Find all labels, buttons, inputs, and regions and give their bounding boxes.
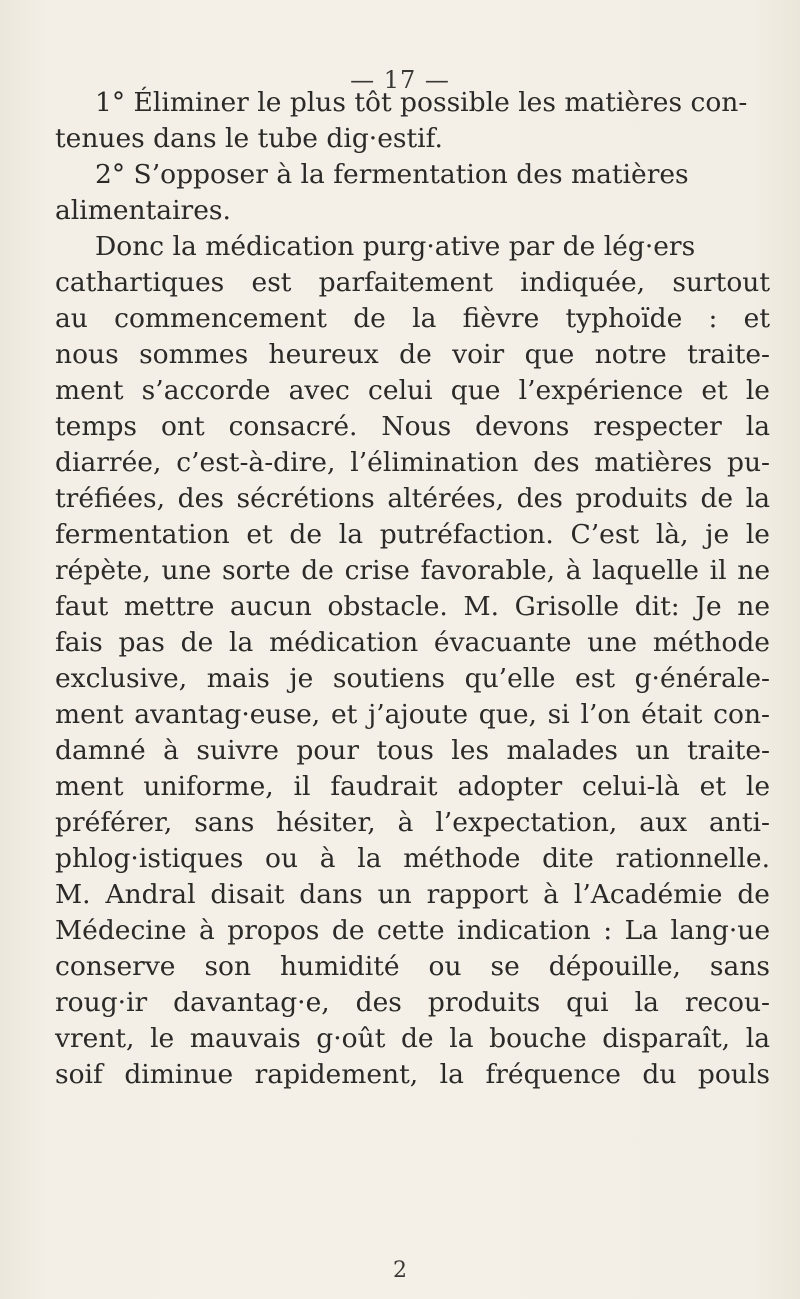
text-line: diarrée, c’est-à-dire, l’élimination des matières pu- xyxy=(55,447,770,478)
page-number: — 17 — xyxy=(350,66,450,94)
text-line: conserve son humidité ou se dépouille, sans xyxy=(55,951,770,982)
text-line: tenues dans le tube dig·estif. xyxy=(55,123,443,154)
text-line: répète, une sorte de crise favorable, à laquelle il ne xyxy=(55,555,770,586)
signature-mark: 2 xyxy=(393,1258,407,1283)
text-line: M. Andral disait dans un rapport à l’Académie de xyxy=(55,879,770,910)
text-line: vrent, le mauvais g·oût de la bouche disparaît, la xyxy=(55,1023,770,1054)
text-line: exclusive, mais je soutiens qu’elle est g·énérale- xyxy=(55,663,770,694)
text-line: au commencement de la fièvre typhoïde : et xyxy=(55,303,770,334)
text-line: temps ont consacré. Nous devons respecter la xyxy=(55,411,770,442)
text-line: alimentaires. xyxy=(55,195,231,226)
text-line: cathartiques est parfaitement indiquée, surtout xyxy=(55,267,770,298)
text-line: ment s’accorde avec celui que l’expérience et le xyxy=(55,375,770,406)
text-line: Médecine à propos de cette indication : La lang·ue xyxy=(55,915,770,946)
text-line: fais pas de la médication évacuante une méthode xyxy=(55,627,770,658)
text-line: ment uniforme, il faudrait adopter celui-là et le xyxy=(55,771,770,802)
text-line: 1° Éliminer le plus tôt possible les matières con- xyxy=(95,87,748,118)
text-line: soif diminue rapidement, la fréquence du pouls xyxy=(55,1059,770,1090)
text-line: phlog·istiques ou à la méthode dite rationnelle. xyxy=(55,843,770,874)
text-line: tréfiées, des sécrétions altérées, des produits de la xyxy=(55,483,770,514)
text-line: nous sommes heureux de voir que notre traite- xyxy=(55,339,770,370)
text-line: fermentation et de la putréfaction. C’est là, je le xyxy=(55,519,770,550)
text-line: faut mettre aucun obstacle. M. Grisolle dit: Je ne xyxy=(55,591,770,622)
text-line: préférer, sans hésiter, à l’expectation, aux anti- xyxy=(55,807,770,838)
text-line: 2° S’opposer à la fermentation des matières xyxy=(95,159,689,190)
text-line: Donc la médication purg·ative par de lég·ers xyxy=(95,231,696,262)
text-line: roug·ir davantag·e, des produits qui la recou- xyxy=(55,987,770,1018)
text-line: damné à suivre pour tous les malades un traite- xyxy=(55,735,770,766)
text-line: ment avantag·euse, et j’ajoute que, si l’on était con- xyxy=(55,699,770,730)
